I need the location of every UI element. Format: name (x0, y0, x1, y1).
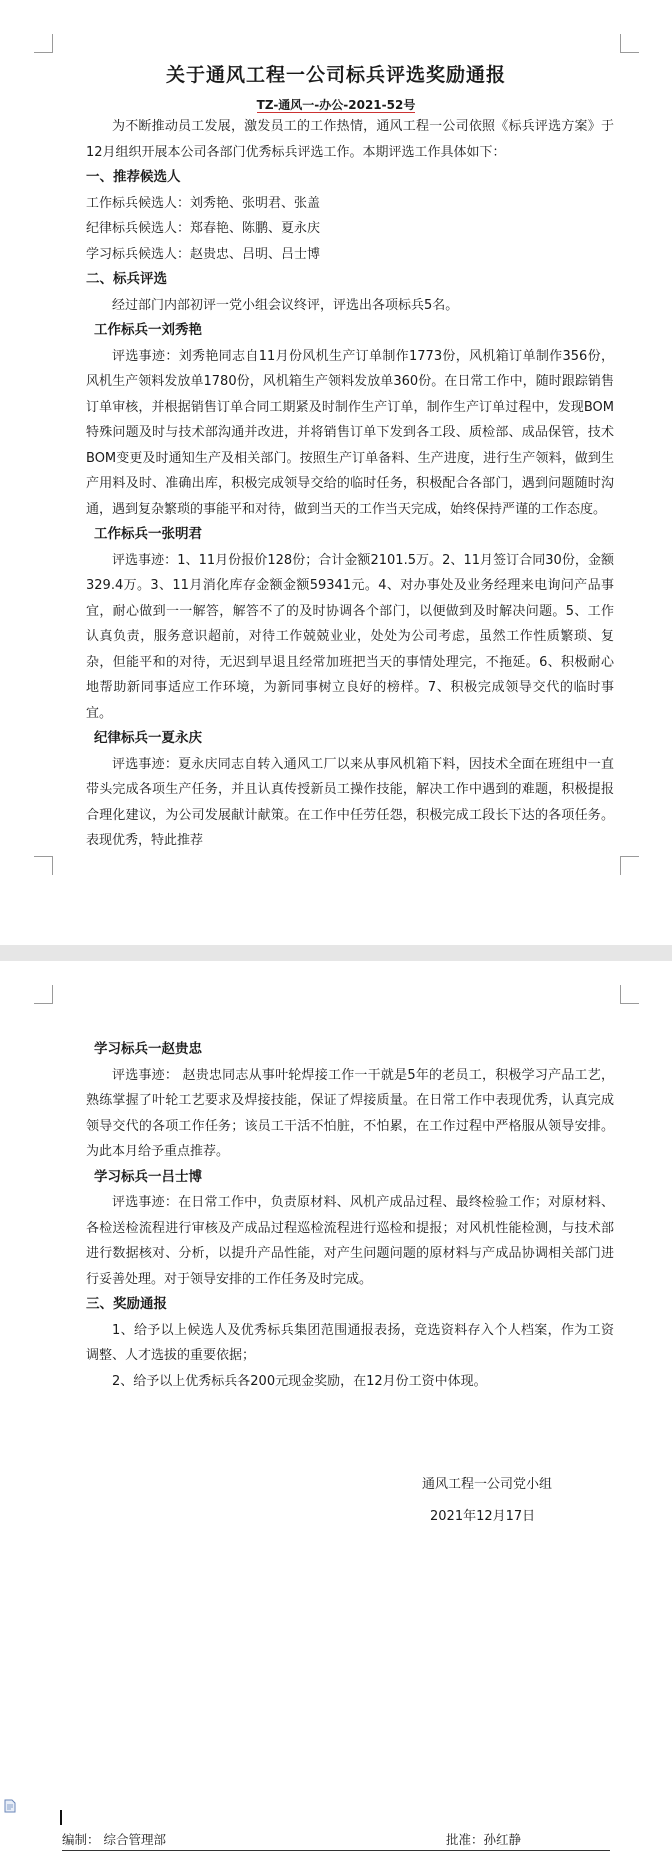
footer-approver: 批准：孙红静 (446, 1832, 522, 1847)
selection-summary: 经过部门内部初评一党小组会议终评，评选出各项标兵5名。 (112, 297, 459, 313)
footer-editor: 编制： 综合管理部 (62, 1832, 166, 1847)
reward-item-2: 2、给予以上优秀标兵各200元现金奖励，在12月份工资中体现。 (112, 1373, 487, 1389)
section-heading-rewards: 三、奖励通报 (86, 1296, 167, 1312)
award-heading-zhang: 工作标兵一张明君 (94, 526, 202, 542)
intro-paragraph: 为不断推动员工发展，激发员工的工作热情，通风工程一公司依照《标兵评选方案》于12月组织开展本公司各部门优秀标兵评选工作。本期评选工作具体如下： (86, 119, 614, 160)
document-footer (62, 1828, 610, 1851)
page-corner-mark (34, 34, 53, 53)
document-body-page-1 (86, 114, 614, 854)
award-text-liu: 评选事迹：刘秀艳同志自11月份风机生产订单制作1773份，风机箱订单制作356份，风机生产领料发放单1780份，风机箱生产领料发放单360份。在日常工作中，随时跟踪销售订单审核，并根据销售订单合同工期紧及时制作生产订单，制作生产订单过程中，发现BOM特殊问题及时与技术部沟通并改进，并将销售订单下发到各工段、质检部、成品保管，技术BOM变更及时通知生产及相关部门。按照生产订单备料、生产进度，进行生产领料，做到生产用料及时、准确出库，积极完成领导交给的临时任务，积极配合各部门，遇到问题随时沟通，遇到复杂繁琐的事能平和对待，做到当天的工作当天完成，始终保持严谨的工作态度。 (86, 348, 614, 517)
award-text-xia: 评选事迹：夏永庆同志自转入通风工厂以来从事风机箱下料，因技术全面在班组中一直带头完成各项生产任务，并且认真传授新员工操作技能，解决工作中遇到的难题，积极提报合理化建议，为公司发展献计献策。在工作中任劳任怨，积极完成工段长下达的各项任务。表现优秀，特此推荐 (86, 756, 614, 848)
section-heading-candidates: 一、推荐候选人 (86, 169, 181, 185)
award-text-lv: 评选事迹：在日常工作中，负责原材料、风机产成品过程、最终检验工作；对原材料、各检送检流程进行审核及产成品过程巡检流程进行巡检和提报；对风机性能检测，与技术部进行数据核对、分析，以提升产品性能，对产生问题问题的原材料与产成品协调相关部门进行妥善处理。对于领导安排的工作任务及时完成。 (86, 1195, 614, 1287)
page-corner-mark (34, 985, 53, 1004)
page-corner-mark (34, 856, 53, 875)
candidate-line-discipline: 纪律标兵候选人：郑春艳、陈鹏、夏永庆 (86, 221, 321, 236)
page-corner-mark (620, 985, 639, 1004)
award-text-zhang: 评选事迹：1、11月份报价128份；合计金额2101.5万。2、11月签订合同30份，金额329.4万。3、11月消化库存金额金额59341元。4、对办事处及业务经理来电询问产品事宜，耐心做到一一解答，解答不了的及时协调各个部门，以便做到及时解决问题。5、工作认真负责，服务意识超前，对待工作兢兢业业，处处为公司考虑，虽然工作性质繁琐、复杂，但能平和的对待，无迟到早退且经常加班把当天的事情处理完，不拖延。6、积极耐心地帮助新同事适应工作环境，为新同事树立良好的榜样。7、积极完成领导交代的临时事宜。 (86, 552, 614, 721)
award-heading-lv: 学习标兵一吕士博 (94, 1168, 202, 1185)
document-body-page-2 (86, 1037, 614, 1394)
page-corner-mark (620, 856, 639, 875)
award-heading-zhao: 学习标兵一赵贵忠 (94, 1041, 202, 1057)
section-heading-selection: 二、标兵评选 (86, 271, 167, 287)
page-separator (0, 945, 672, 961)
document-number-text: TZ-通风一-办公-2021-52号 (256, 98, 416, 112)
document-number (0, 96, 672, 113)
document-icon (4, 1799, 16, 1813)
document-page-2 (0, 961, 672, 1854)
candidate-line-work: 工作标兵候选人：刘秀艳、张明君、张盖 (86, 195, 321, 211)
award-heading-liu: 工作标兵一刘秀艳 (94, 322, 202, 338)
document-title: 关于通风工程一公司标兵评选奖励通报 (165, 64, 506, 86)
signature-organization: 通风工程一公司党小组 (422, 1477, 553, 1492)
text-cursor (60, 1810, 62, 1825)
reward-item-1: 1、给予以上候选人及优秀标兵集团范围通报表扬，竞选资料存入个人档案，作为工资调整、人才选拔的重要依据； (86, 1322, 614, 1363)
award-heading-xia: 纪律标兵一夏永庆 (94, 730, 202, 746)
candidate-line-study: 学习标兵候选人：赵贵忠、吕明、吕士博 (86, 246, 321, 262)
signature-date: 2021年12月17日 (430, 1509, 536, 1524)
award-text-zhao: 评选事迹： 赵贵忠同志从事叶轮焊接工作一干就是5年的老员工，积极学习产品工艺，熟练掌握了叶轮工艺要求及焊接技能，保证了焊接质量。在日常工作中表现优秀，认真完成领导交代的各项工作任务；该员工干活不怕脏，不怕累，在工作过程中严格服从领导安排。为此本月给予重点推荐。 (86, 1067, 614, 1159)
page-corner-mark (620, 34, 639, 53)
